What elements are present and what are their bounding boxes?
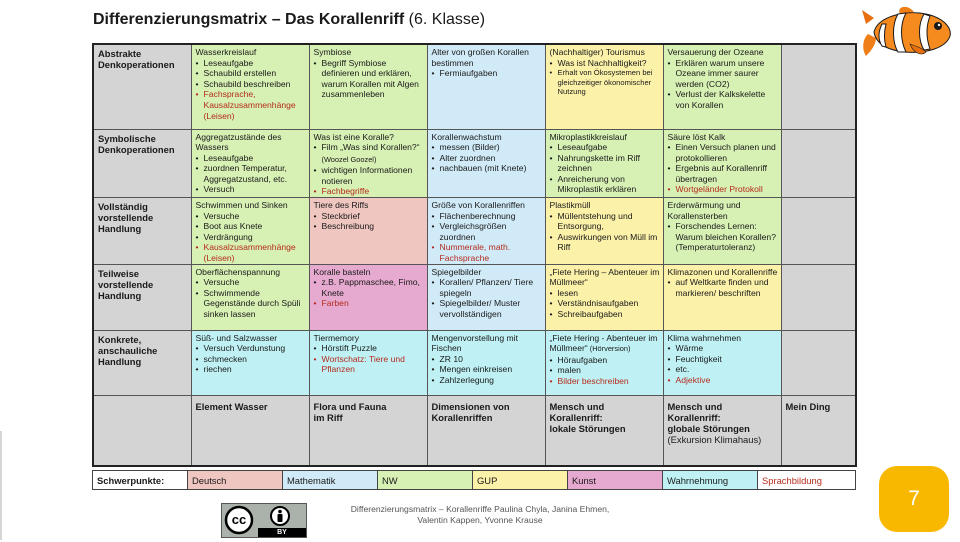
list-item [550,365,660,376]
row-header-line: Handlung [98,355,142,367]
cell-list [432,68,542,79]
cell-title [432,47,542,68]
cell-list [550,58,660,97]
cell-list [550,211,660,253]
mein-ding-cell [781,330,856,395]
title-grade: (6. Klasse) [404,11,486,28]
matrix-cell [663,44,781,129]
page-number: 7 [908,487,920,510]
cell-title [314,200,424,211]
matrix-cell [427,330,545,395]
title-main: Differenzierungsmatrix – Das Korallenriff [93,11,405,28]
cell-title [314,333,424,344]
list-item [668,364,778,375]
list-item [196,277,306,288]
matrix-cell [191,198,309,265]
mein-ding-cell [781,264,856,330]
list-item [550,174,660,195]
cell-list [314,58,424,100]
page-title [93,11,485,29]
list-item [314,343,424,354]
matrix-cell [663,330,781,395]
list-item [432,221,542,242]
cell-list [196,211,306,264]
matrix-cell [663,198,781,265]
cell-title-text: Symbiose [313,47,352,57]
list-item-text: schmecken [203,353,247,364]
list-item [550,232,660,253]
legend-item: Sprachbildung [758,471,856,490]
cell-title [550,200,660,211]
row-header-line: Konkrete, [98,333,142,345]
cell-title [314,267,424,278]
list-item-note: (Woozel Goozel) [321,154,377,164]
list-item-text: Flächenberechnung [439,210,516,221]
list-item [432,298,542,319]
list-item [196,364,306,375]
list-item [550,142,660,153]
list-item-text: z.B. Pappmaschee, Fimo, Knete [321,277,420,298]
row-header-line: Denkoperationen [98,143,175,155]
list-item [314,211,424,222]
list-item [668,142,778,163]
cell-title-text: Süß- und Salzwasser [195,332,278,343]
cell-title-text: Spiegelbilder [431,266,482,277]
cell-title [668,333,778,344]
cell-title-text: Tiere des Riffs [313,200,369,211]
cell-title [432,267,542,278]
list-item-text: Verständnisaufgaben [557,298,639,309]
list-item [196,354,306,365]
list-item-text: malen [557,365,581,376]
cell-title-text: Oberflächenspannung [195,266,281,277]
cell-list [668,277,778,298]
list-item-text: wichtigen Informationen notieren [321,165,413,186]
list-item [196,58,306,69]
list-item-text: Erklären warum unsere Ozeane immer saurer werden (CO2) [675,57,765,89]
list-item [314,277,424,298]
list-item-text: auf Weltkarte finden und markieren/ beschriften [675,277,769,298]
list-item [196,79,306,90]
cell-title [314,47,424,58]
cell-title [550,333,660,355]
cell-list [196,343,306,375]
list-item-text: Wortschatz: Tiere und Pflanzen [321,353,405,375]
row-header-line: vorstellende [98,212,154,224]
matrix-row [93,198,856,265]
list-item [432,242,542,263]
cell-list [668,221,778,253]
list-item-text: Schaubild beschreiben [203,78,291,89]
list-item-text: Wortgeländer Protokoll [675,184,763,195]
matrix-cell [309,129,427,198]
footer-credits [310,504,650,526]
mein-ding-cell [781,198,856,265]
list-item [432,375,542,386]
list-item-text: Adjektive [675,375,711,385]
matrix-cell [545,129,663,198]
matrix-cell [427,129,545,198]
column-header [309,395,427,466]
cell-title-text: Schwimmen und Sinken [195,200,288,211]
column-header-line: Mensch und [667,400,723,412]
list-item-text: Was ist Nachhaltigkeit? [557,57,647,68]
list-item [196,68,306,79]
list-item-text: Schwimmende Gegenstände durch Spüli sinken lassen [203,287,301,319]
list-item-text: Alter zuordnen [439,152,496,163]
list-item-text: Einen Versuch planen und protokollieren [675,142,776,163]
cell-list [196,58,306,122]
differentiation-matrix [92,43,857,467]
cell-title [196,200,306,211]
column-header-sub: (Exkursion Klimahaus) [667,433,762,445]
column-header-line: Korallenriff: [549,411,603,423]
list-item-text: Nummerale, math. Fachsprache [439,242,511,264]
matrix-cell [191,264,309,330]
cell-title-text: Aggregatzustände des Wassers [195,131,282,153]
column-header-line: Flora und Fauna [313,400,387,412]
list-item-text: etc. [675,364,690,375]
list-item [668,343,778,354]
matrix-row [93,44,856,129]
list-item-text: Versuch [203,184,235,195]
list-item-text: Schaubild erstellen [203,68,277,79]
list-item [668,89,778,110]
list-item-text: Hörstift Puzzle [321,343,377,354]
list-item [314,298,424,309]
clownfish-icon [860,4,954,60]
matrix-cell [545,264,663,330]
cell-list [314,277,424,309]
cell-title-text: Mengenvorstellung mit Fischen [431,332,518,354]
matrix-cell [309,330,427,395]
matrix-cell [191,129,309,198]
corner-cell [93,395,191,466]
cc-by-label: BY [277,529,287,536]
column-header-line: Korallenriffen [431,411,493,423]
cell-title-note: (Hörversion) [587,344,631,354]
legend-item: GUP [473,471,568,490]
cell-title [668,132,778,143]
cell-title [432,132,542,143]
cell-list [432,211,542,264]
matrix-cell [427,44,545,129]
cell-list [314,343,424,375]
column-header [663,395,781,466]
cell-title-text: Was ist eine Koralle? [313,131,394,142]
list-item [550,309,660,320]
list-item [550,355,660,366]
list-item [314,221,424,232]
mein-ding-cell [781,44,856,129]
list-item-text: Boot aus Knete [203,221,263,232]
cell-title-text: Klimazonen und Korallenriffe [667,266,778,277]
row-header-line: Handlung [98,223,142,235]
column-header-line: lokale Störungen [549,422,626,434]
list-item-text: riechen [203,364,232,375]
list-item-text: Versuche [203,277,240,288]
matrix-cell [427,264,545,330]
list-item-text: Kausalzusammenhänge (Leisen) [203,242,296,264]
row-header-line: Symbolische [98,132,156,144]
matrix-row [93,330,856,395]
list-item [668,277,778,298]
column-header-line: Mein Ding [785,400,831,412]
cell-list [432,354,542,386]
column-header-line: Dimensionen von [431,400,510,412]
cell-title-text: (Nachhaltiger) Tourismus [549,47,645,57]
legend-item: Deutsch [188,471,283,490]
matrix-cell [309,198,427,265]
legend-item: Mathematik [283,471,378,490]
cell-title-text: Korallenwachstum [431,131,502,142]
list-item [550,376,660,387]
matrix-cell [663,264,781,330]
list-item [432,68,542,79]
cell-title-text: Plastikmüll [549,200,591,211]
list-item-text: Leseaufgabe [557,142,608,153]
cell-title-text: Klima wahrnehmen [667,332,742,343]
list-item-text: messen (Bilder) [439,142,500,153]
matrix-cell [545,330,663,395]
column-header-line: Element Wasser [195,400,268,412]
cell-title [314,132,424,143]
cell-title [668,47,778,58]
list-item-text: Anreicherung von Mikroplastik erklären [557,173,637,195]
column-header-line: Korallenriff: [667,411,721,423]
cell-title [196,267,306,278]
column-header [545,395,663,466]
list-item-text: Fermiaufgaben [439,68,498,79]
cell-title-text: Säure löst Kalk [667,131,726,142]
row-header [93,129,191,198]
list-item [550,288,660,299]
footer-line-1: Differenzierungsmatrix – Korallenriffe Paulina Chyla, Janina Ehmen, [350,504,610,514]
page-number-badge [879,466,949,532]
list-item-text: Versuche [203,210,240,221]
row-header-line: Denkoperationen [98,59,175,70]
list-item-text: Forschendes Lernen: Warum bleichen Korallen? (Temperaturtoleranz) [675,221,776,253]
cell-title [668,267,778,278]
row-header-line: Teilweise [98,267,139,279]
list-item [196,89,306,121]
matrix-row [93,129,856,198]
column-header-line: globale Störungen [667,422,750,434]
matrix-cell [191,330,309,395]
list-item-text: Verdrängung [203,231,253,242]
list-item-text: Beschreibung [321,221,375,232]
column-header-line: im Riff [313,411,343,423]
list-item-text: Mengen einkreisen [439,364,513,375]
list-item-text: Bilder beschreiben [557,376,629,386]
matrix-cell [309,44,427,129]
list-item-text: Ergebnis auf Korallenriff übertragen [675,163,768,184]
list-item [550,211,660,232]
row-header-line: Vollständig [98,201,148,213]
list-item [550,298,660,309]
list-item-text: Müllentstehung und Entsorgung, [557,210,633,232]
list-item [668,163,778,184]
list-item-text: Begriff Symbiose definieren und erklären, warum Korallen mit Algen zusammenleben [321,57,419,100]
cc-symbol: cc [231,512,247,527]
cell-title-text: Größe von Korallenriffen [431,200,525,211]
cell-list [668,343,778,385]
cell-title [432,333,542,354]
column-header [191,395,309,466]
list-item-text: Nahrungskette im Riff zeichnen [557,152,640,174]
cell-list [668,58,778,111]
cell-title [550,267,660,288]
matrix-cell [191,44,309,129]
matrix-cell [663,129,781,198]
cell-title-text: Koralle basteln [313,266,371,277]
cell-list [196,277,306,319]
legend-item: NW [378,471,473,490]
list-item [432,163,542,174]
list-item [668,221,778,253]
list-item-text: Zahlzerlegung [439,375,494,385]
matrix-cell [427,198,545,265]
mein-ding-cell [781,129,856,198]
list-item [668,354,778,365]
list-item [196,242,306,263]
list-item-text: zuordnen Temperatur, Aggregatzustand, etc. [203,163,288,184]
row-header [93,44,191,129]
list-item-text: Fachsprache, Kausalzusammenhänge (Leisen) [203,89,296,121]
edge-divider [0,431,2,540]
cell-list [196,153,306,195]
row-header [93,198,191,265]
list-item [314,58,424,100]
list-item-text: Steckbrief [321,210,360,221]
cell-title-text: Mikroplastikkreislauf [549,131,627,142]
list-item-text: lesen [557,287,579,298]
cell-title [668,200,778,221]
row-header-line: anschauliche [98,344,158,356]
list-item [196,232,306,243]
matrix-cell [545,198,663,265]
list-item-text: ZR 10 [439,353,463,364]
cell-title-text: Tiermemory [313,332,360,343]
list-item [196,288,306,320]
row-header-line: Abstrakte [98,48,142,59]
list-item-text: Film „Was sind Korallen?“ [321,142,420,153]
cell-title [432,200,542,211]
list-item-text: Korallen/ Pflanzen/ Tiere spiegeln [439,277,534,298]
list-item [314,165,424,186]
list-item-text: Spiegelbilder/ Muster vervollständigen [439,298,521,319]
cell-list [432,142,542,174]
legend-label: Schwerpunkte: [93,471,188,490]
matrix-cell [545,44,663,129]
footer-line-2: Valentin Kappen, Yvonne Krause [417,515,543,525]
matrix-row [93,264,856,330]
row-header-line: vorstellende [98,278,154,290]
list-item [432,364,542,375]
row-header-line: Handlung [98,289,142,301]
list-item-text: Auswirkungen von Müll im Riff [557,231,658,253]
list-item-text: Schreibaufgaben [557,309,623,319]
list-item [196,211,306,222]
cell-title [196,132,306,153]
list-item [196,343,306,354]
cell-list [550,288,660,320]
list-item-text: Farben [321,298,349,309]
list-item [314,186,424,197]
legend-table [92,470,856,490]
list-item [550,58,660,69]
cell-title-text: Versauerung der Ozeane [667,47,764,57]
list-item [432,277,542,298]
cell-title [196,333,306,344]
column-header [427,395,545,466]
list-item-text: Fachbegriffe [321,186,370,197]
column-header-line: Mensch und [549,400,605,412]
cell-list [314,142,424,197]
list-item [432,153,542,164]
list-item-text: Erhalt von Ökosystemen bei gleichzeitiger ökonomischer Nutzung [557,68,653,97]
list-item [196,184,306,195]
column-header-row [93,395,856,466]
cell-list [314,211,424,232]
legend-item: Wahrnehmung [663,471,758,490]
list-item [432,211,542,222]
list-item-text: Leseaufgabe [203,152,254,163]
cell-title-text: Erderwärmung und Korallensterben [667,200,741,221]
matrix-cell [309,264,427,330]
row-header [93,330,191,395]
cell-title-text: „Fiete Hering – Abenteuer im Müllmeer“ [549,266,660,288]
list-item-text: nachbauen (mit Knete) [439,163,527,174]
column-header [781,395,856,466]
list-item-text: Verlust der Kalkskelette von Korallen [675,89,766,110]
list-item-text: Höraufgaben [557,354,608,365]
list-item [314,354,424,375]
list-item [432,142,542,153]
list-item [432,354,542,365]
cc-by-icon [221,503,307,538]
row-header [93,264,191,330]
list-item-text: Feuchtigkeit [675,353,722,364]
list-item [196,163,306,184]
list-item [196,153,306,164]
cell-title-text: „Fiete Hering - Abenteuer im Müllmeer“ [549,332,658,354]
list-item [550,68,660,97]
list-item-text: Vergleichsgrößen zuordnen [439,221,507,242]
list-item-text: Leseaufgabe [203,57,254,68]
list-item [668,184,778,195]
list-item [196,221,306,232]
list-item [550,153,660,174]
list-item [668,58,778,90]
legend-item: Kunst [568,471,663,490]
cell-list [432,277,542,319]
cell-title-text: Wasserkreislauf [195,47,257,57]
cell-title [550,132,660,143]
list-item-text: Wärme [675,343,704,354]
cell-title-text: Alter von großen Korallen bestimmen [431,47,529,68]
cell-title [550,47,660,58]
cell-list [550,355,660,387]
cell-list [550,142,660,195]
cell-list [668,142,778,195]
list-item [314,142,424,165]
list-item [668,375,778,386]
cell-title [196,47,306,58]
list-item-text: Versuch Verdunstung [203,343,286,354]
